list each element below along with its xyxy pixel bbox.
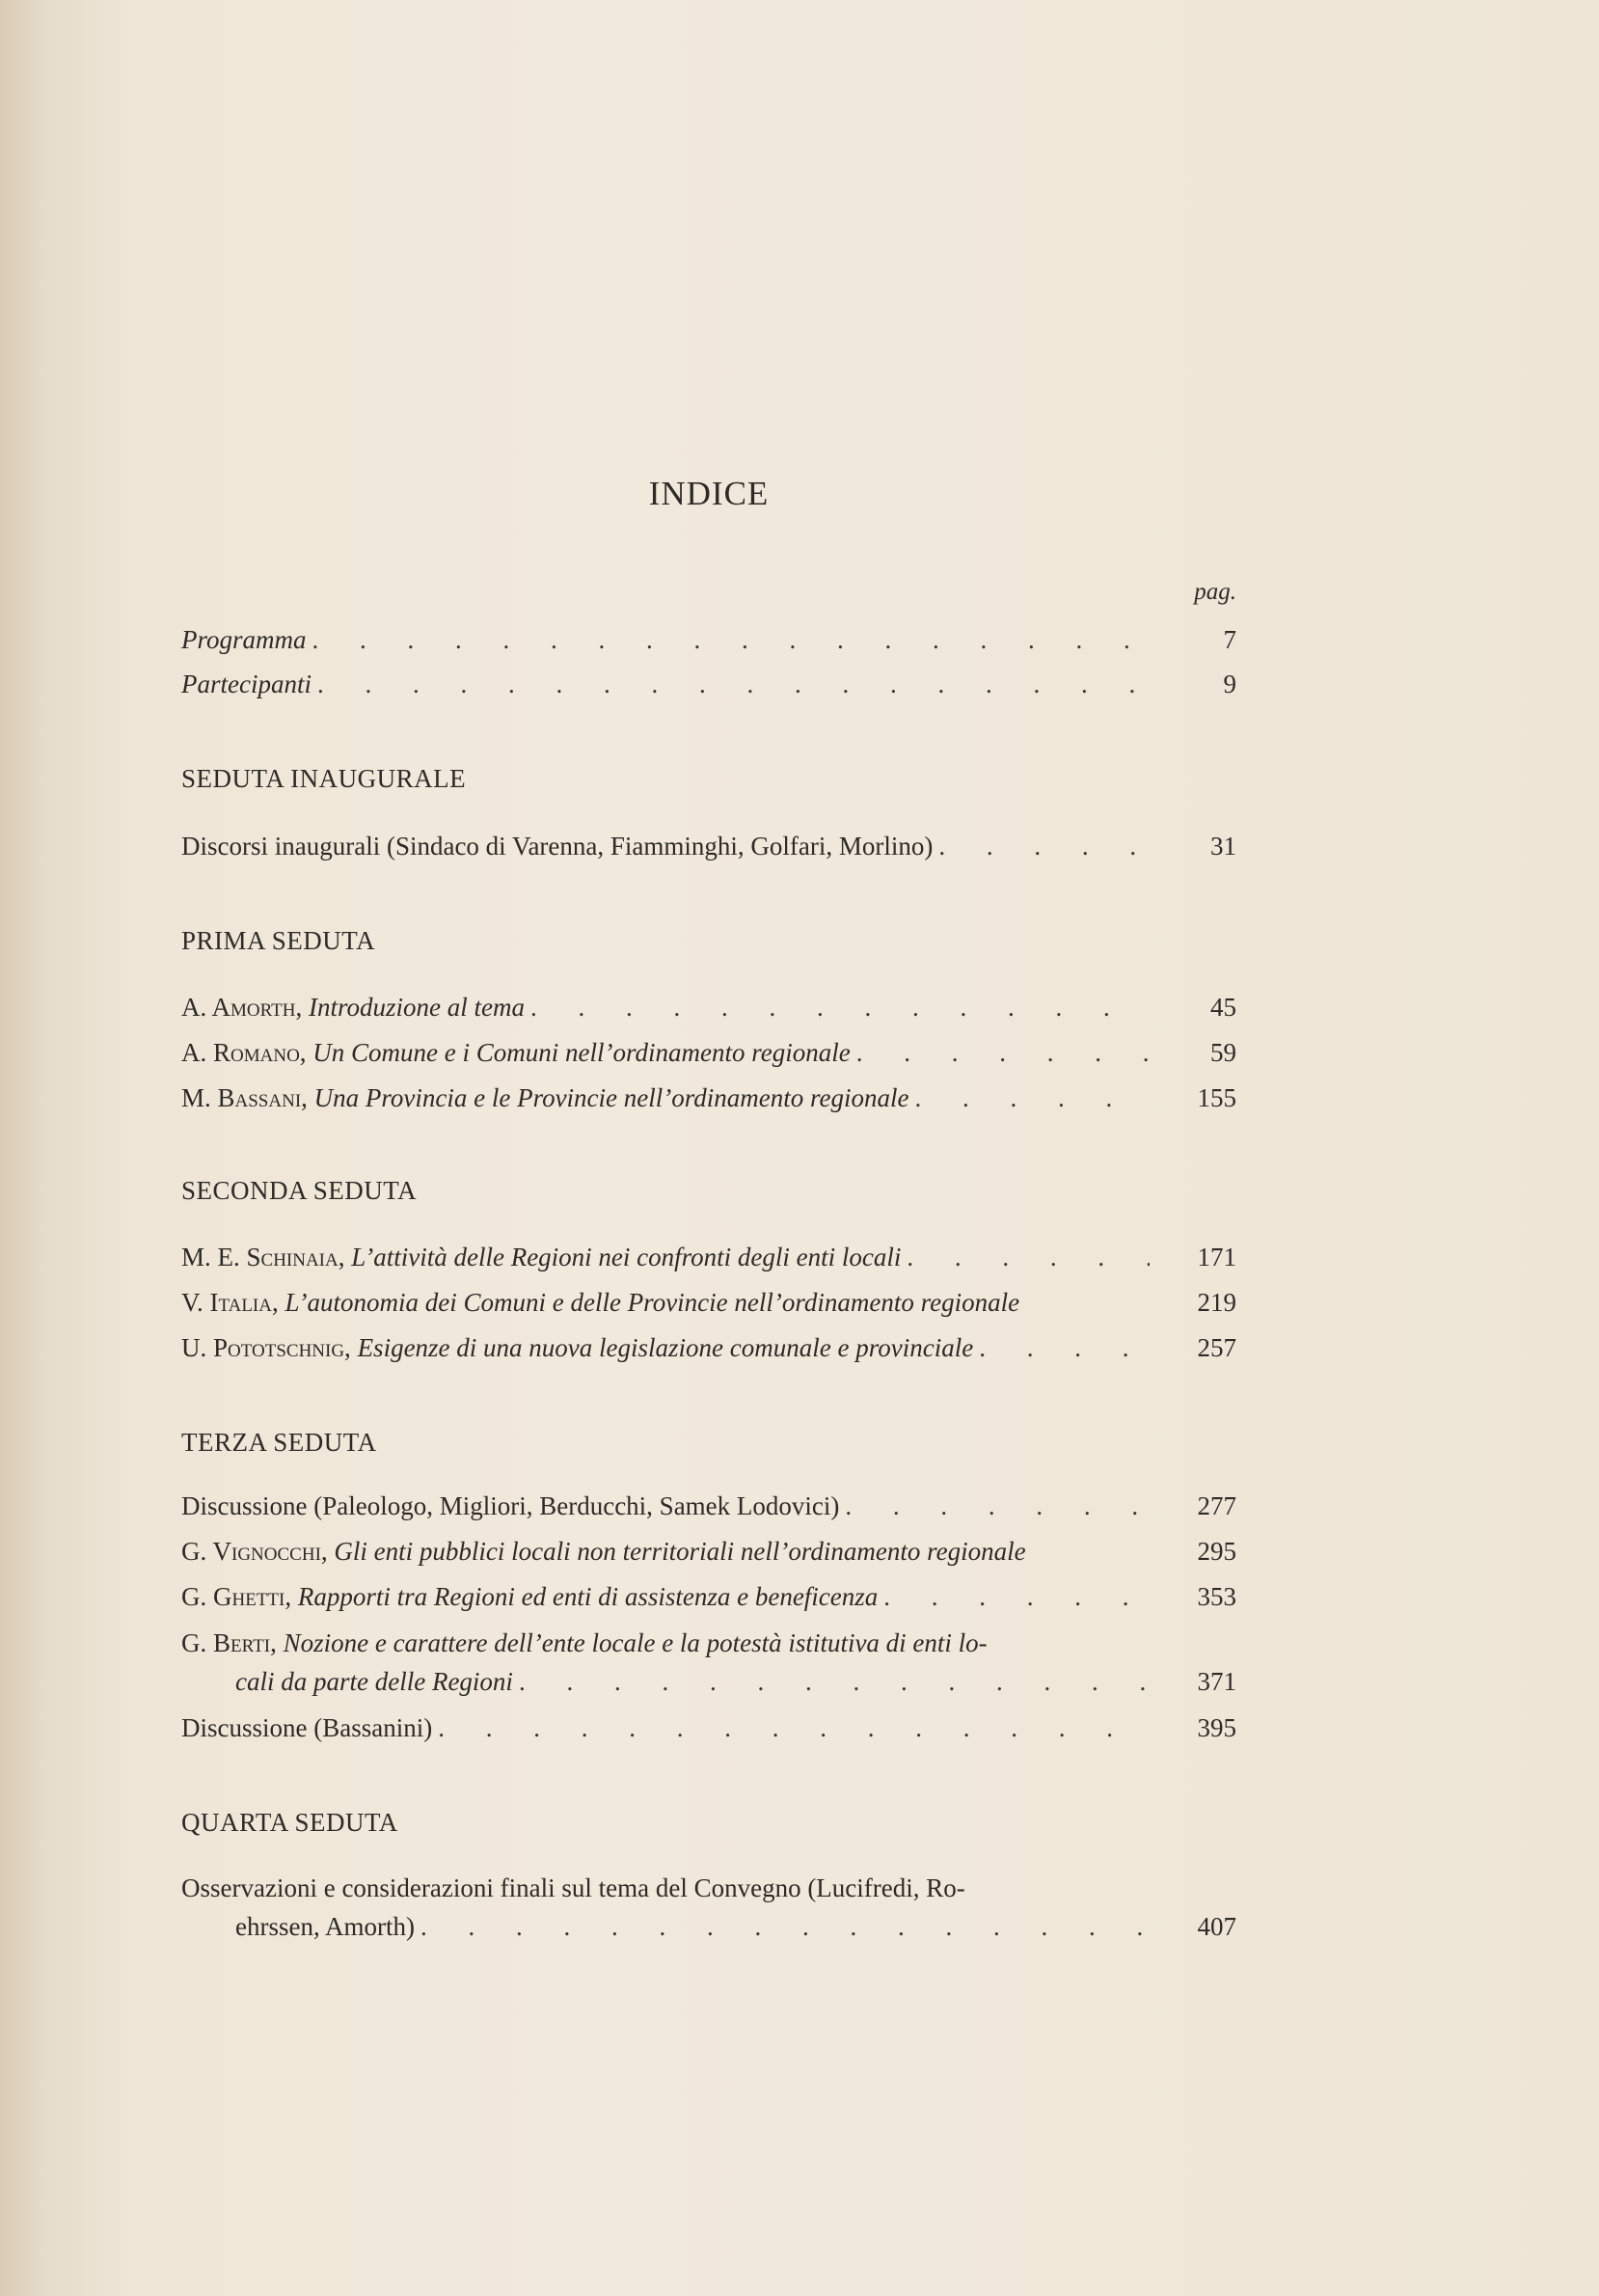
section-heading: PRIMA SEDUTA [181,926,376,955]
toc-entry [181,1079,1236,1117]
page-number: 59 [1210,1038,1236,1067]
leader-dots [312,620,1150,659]
leader-dots [907,1238,1150,1276]
entry-author: A. Amorth, [181,993,303,1022]
page-number: 371 [1197,1667,1236,1696]
page-number: 45 [1210,993,1236,1022]
toc-entry [181,988,1236,1026]
entry-label: Partecipanti [181,670,312,698]
toc-entry [181,665,1236,703]
page-number: 395 [1197,1713,1236,1742]
section-heading: TERZA SEDUTA [181,1428,377,1457]
entry-author: M. E. Schinaia, [181,1243,345,1271]
entry-label: Discussione (Paleologo, Migliori, Berducchi, Samek Lodovici) [181,1491,840,1520]
entry-title: Rapporti tra Regioni ed enti di assistenza e beneficenza [297,1582,879,1611]
toc-entry [181,1328,1236,1367]
leader-dots [856,1033,1150,1072]
page-column-label: pag. [1194,579,1236,605]
toc-entry [181,1708,1236,1747]
entry-title: L’autonomia dei Comuni e delle Provincie nell’ordinamento regionale [285,1288,1020,1317]
toc-entry [181,827,1236,865]
page-number: 257 [1197,1333,1236,1362]
entry-title: Esigenze di una nuova legislazione comunale e provinciale [357,1333,974,1362]
entry-label: Discorsi inaugurali (Sindaco di Varenna, Fiamminghi, Golfari, Morlino) [181,832,934,861]
entry-author: U. Pototschnig, [181,1333,351,1362]
leader-dots [317,665,1150,703]
toc-entry [181,1577,1236,1616]
page-number: 31 [1210,832,1236,861]
entry-label: Osservazioni e considerazioni finali sul tema del Convegno (Lucifredi, Ro- [181,1873,965,1902]
toc-entry [181,1869,1236,1946]
toc-entry [181,1238,1236,1276]
entry-author: A. Romano, [181,1038,307,1067]
page-title: INDICE [648,475,770,512]
page-number: 171 [1197,1243,1236,1271]
entry-author: V. Italia, [181,1288,279,1317]
leader-dots [530,988,1150,1026]
entry-author: M. Bassani, [181,1083,308,1112]
entry-author: G. Ghetti, [181,1582,292,1611]
leader-dots [914,1079,1150,1117]
toc-entry [181,1487,1236,1525]
entry-author: G. Berti, [181,1628,277,1657]
leader-dots [420,1907,1150,1946]
page-number: 277 [1197,1491,1236,1520]
page-number: 155 [1197,1083,1236,1112]
leader-dots [979,1328,1150,1367]
page-number: 9 [1223,670,1236,698]
leader-dots [938,827,1150,865]
entry-label-continued: ehrssen, Amorth) [235,1912,415,1941]
page-number: 407 [1197,1912,1236,1941]
entry-author: G. Vignocchi, [181,1537,328,1566]
leader-dots [519,1662,1150,1701]
entry-title-continued: cali da parte delle Regioni [235,1667,513,1696]
leader-dots [883,1577,1150,1616]
leader-dots [438,1708,1150,1747]
entry-label: Discussione (Bassanini) [181,1713,433,1742]
entry-title: L’attività delle Regioni nei confronti degli enti locali [351,1243,902,1271]
toc-entry [181,1532,1236,1571]
entry-label: Programma [181,625,307,654]
toc-entry [181,1283,1236,1322]
section-heading: SEDUTA INAUGURALE [181,764,467,793]
entry-title: Nozione e carattere dell’ente locale e la potestà istitutiva di enti lo- [283,1628,988,1657]
section-heading: SECONDA SEDUTA [181,1176,418,1205]
entry-title: Introduzione al tema [308,993,525,1022]
toc-entry [181,1033,1236,1072]
page-number: 295 [1197,1537,1236,1566]
page-number: 7 [1223,625,1236,654]
page-number: 219 [1197,1288,1236,1317]
entry-title: Gli enti pubblici locali non territoriali nell’ordinamento regionale [334,1537,1026,1566]
toc-entry [181,620,1236,659]
page-number: 353 [1197,1582,1236,1611]
toc-entry [181,1624,1236,1701]
entry-title: Un Comune e i Comuni nell’ordinamento regionale [312,1038,851,1067]
leader-dots [845,1487,1150,1525]
section-heading: QUARTA SEDUTA [181,1808,398,1837]
entry-title: Una Provincia e le Provincie nell’ordinamento regionale [313,1083,909,1112]
